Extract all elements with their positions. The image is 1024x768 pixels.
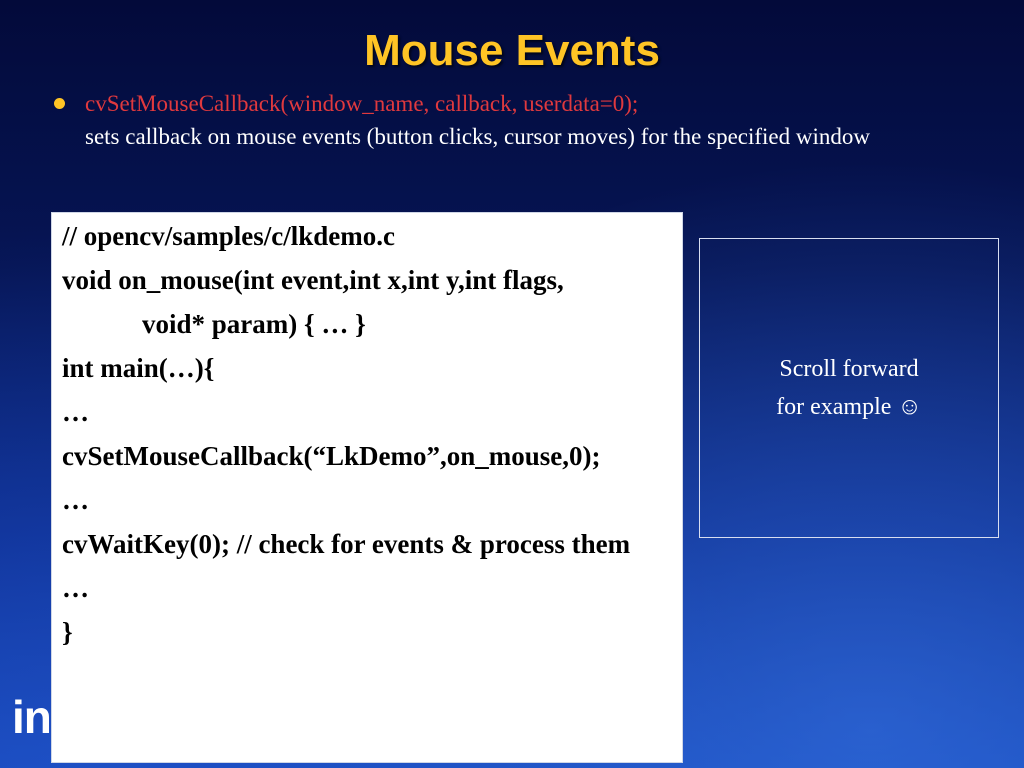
code-line: int main(…){ <box>62 353 215 383</box>
code-line: void on_mouse(int event,int x,int y,int flags, <box>62 265 564 295</box>
example-note-line: Scroll forward <box>779 356 919 382</box>
code-line: void* param) { … } <box>142 309 366 339</box>
code-line: } <box>62 617 73 647</box>
example-note-line: for example ☺ <box>776 394 922 420</box>
example-note-box <box>699 238 999 538</box>
brand-logo: in <box>12 691 51 743</box>
code-line: cvSetMouseCallback(“LkDemo”,on_mouse,0); <box>62 441 601 471</box>
code-line: // opencv/samples/c/lkdemo.c <box>62 221 395 251</box>
code-sample-box <box>51 212 683 763</box>
code-line: cvWaitKey(0); // check for events & process them <box>62 529 631 559</box>
slide-title: Mouse Events <box>364 26 660 75</box>
bullet-item <box>54 90 974 117</box>
bullet-dot-icon <box>54 98 65 109</box>
bullet-description: sets callback on mouse events (button clicks, cursor moves) for the specified window <box>85 124 870 149</box>
code-line: … <box>62 397 89 427</box>
code-line: … <box>62 485 89 515</box>
code-line: … <box>62 573 89 603</box>
bullet-text: cvSetMouseCallback(window_name, callback, userdata=0); <box>85 91 639 116</box>
example-note <box>776 350 922 426</box>
